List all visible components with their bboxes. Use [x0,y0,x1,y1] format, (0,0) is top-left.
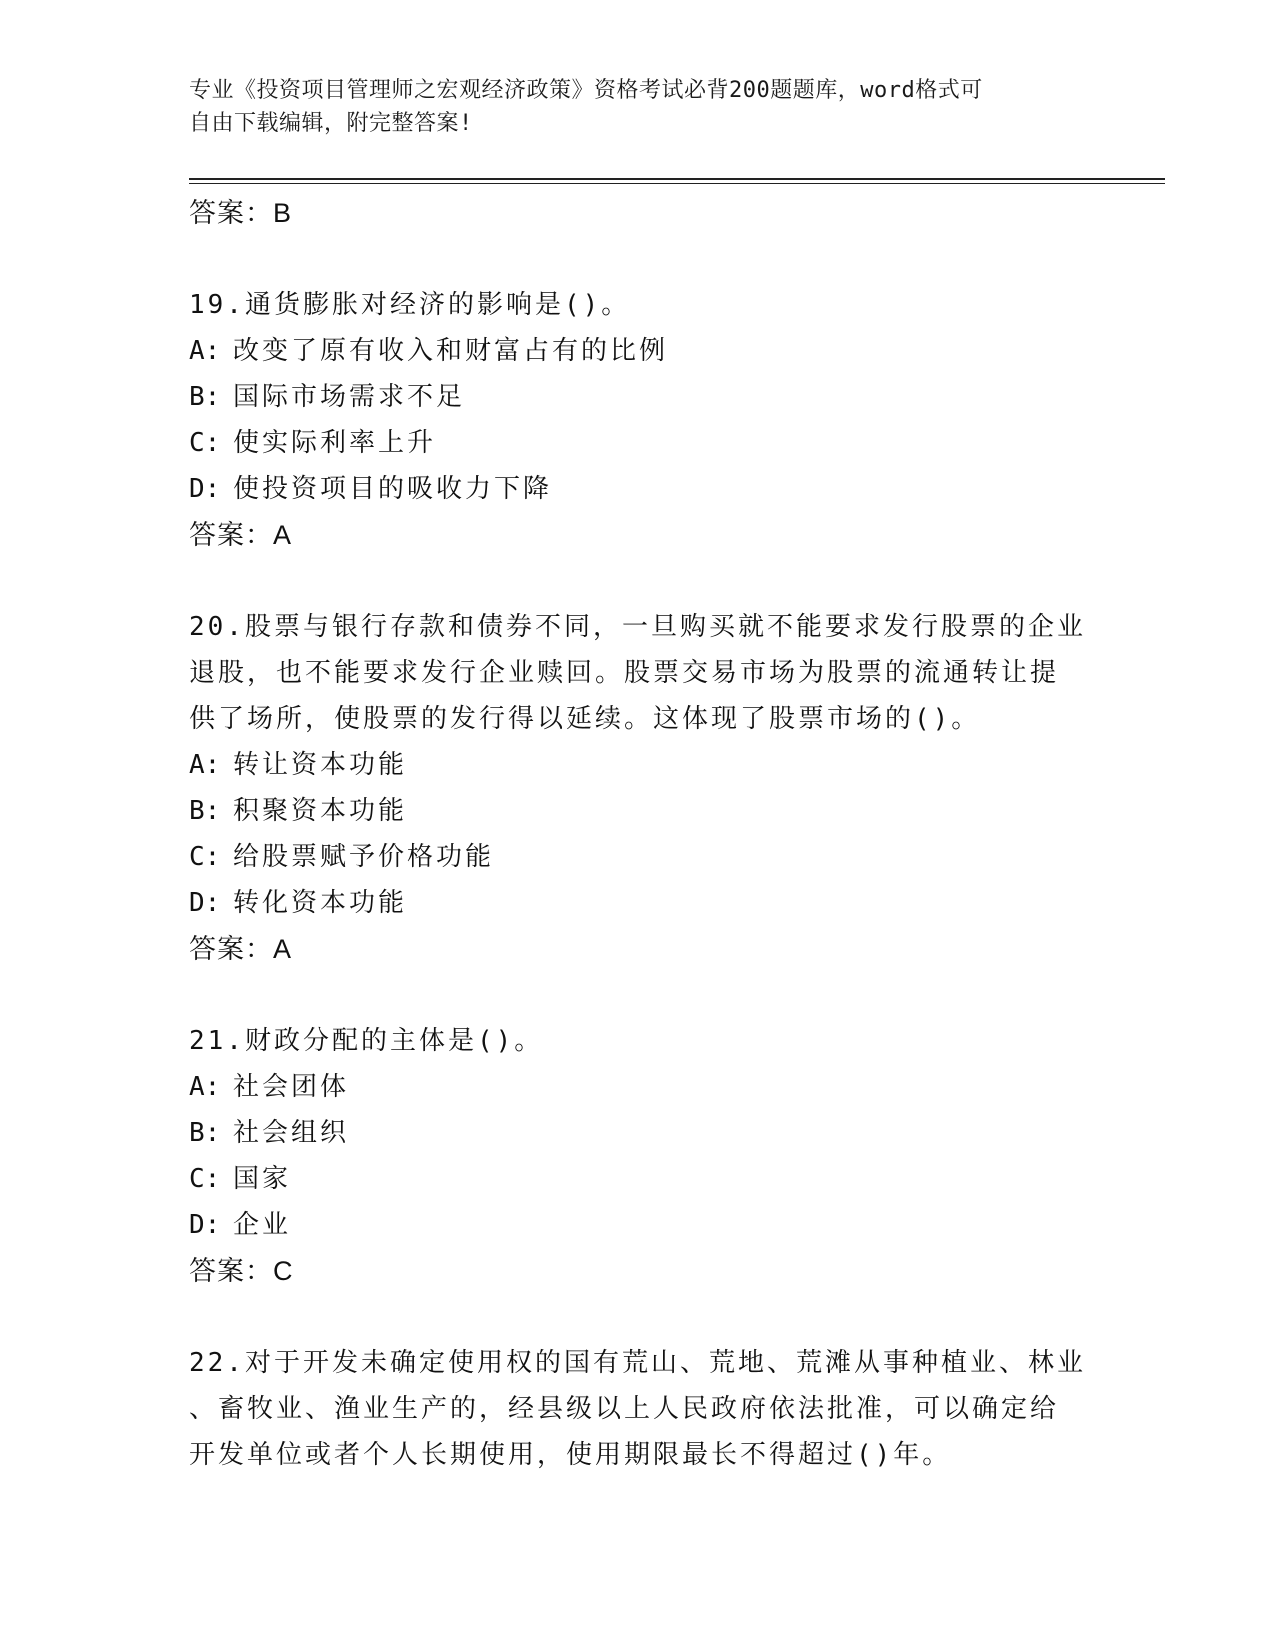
header-line-1: 专业《投资项目管理师之宏观经济政策》资格考试必背200题题库，word格式可 [189,78,983,103]
option-letter: C: [189,1164,221,1194]
question-21-option-c [189,1156,1165,1202]
document-header [189,74,1089,140]
option-letter: B: [189,382,221,412]
option-text: 使实际利率上升 [233,428,437,458]
question-20-option-b [189,788,1165,834]
option-letter: C: [189,842,221,872]
question-22 [189,1340,1165,1478]
question-21-option-a [189,1064,1165,1110]
option-text: 给股票赋予价格功能 [233,842,495,872]
question-21-option-b [189,1110,1165,1156]
question-19-text: 19.通货膨胀对经济的影响是()。 [189,290,631,320]
option-letter: A: [189,1072,221,1102]
option-text: 转让资本功能 [233,750,408,780]
option-text: 社会组织 [233,1118,350,1148]
option-letter: A: [189,336,221,366]
option-letter: C: [189,428,221,458]
question-21 [189,1018,1165,1294]
option-letter: B: [189,796,221,826]
question-20-text-line-1: 20.股票与银行存款和债券不同，一旦购买就不能要求发行股票的企业 [189,612,1086,642]
option-text: 社会团体 [233,1072,350,1102]
answer-18: 答案：B [189,198,293,228]
question-19-option-c [189,420,1165,466]
header-line-2: 自由下载编辑，附完整答案! [189,111,473,136]
document-body [189,190,1165,1478]
question-21-option-d [189,1202,1165,1248]
option-text: 使投资项目的吸收力下降 [233,474,553,504]
question-22-text-line-2: 、畜牧业、渔业生产的，经县级以上人民政府依法批准，可以确定给 [189,1394,1060,1424]
question-20-option-c [189,834,1165,880]
answer-20: 答案：A [189,934,293,964]
question-19-option-a [189,328,1165,374]
option-letter: D: [189,1210,221,1240]
option-text: 改变了原有收入和财富占有的比例 [233,336,669,366]
question-20-option-d [189,880,1165,926]
option-letter: B: [189,1118,221,1148]
question-22-text-line-3: 开发单位或者个人长期使用，使用期限最长不得超过()年。 [189,1440,952,1470]
option-letter: D: [189,888,221,918]
question-20-option-a [189,742,1165,788]
option-text: 国际市场需求不足 [233,382,466,412]
answer-19: 答案：A [189,520,293,550]
question-19-option-d [189,466,1165,512]
option-letter: D: [189,474,221,504]
option-text: 国家 [233,1164,292,1194]
question-21-text: 21.财政分配的主体是()。 [189,1026,544,1056]
question-20 [189,604,1165,972]
option-text: 企业 [233,1210,292,1240]
question-19 [189,282,1165,558]
question-19-option-b [189,374,1165,420]
option-text: 积聚资本功能 [233,796,408,826]
option-letter: A: [189,750,221,780]
answer-21: 答案：C [189,1256,294,1286]
question-20-text-line-3: 供了场所，使股票的发行得以延续。这体现了股票市场的()。 [189,704,981,734]
question-20-text-line-2: 退股，也不能要求发行企业赎回。股票交易市场为股票的流通转让提 [189,658,1060,688]
option-text: 转化资本功能 [233,888,408,918]
question-22-text-line-1: 22.对于开发未确定使用权的国有荒山、荒地、荒滩从事种植业、林业 [189,1348,1086,1378]
header-divider [189,178,1165,184]
